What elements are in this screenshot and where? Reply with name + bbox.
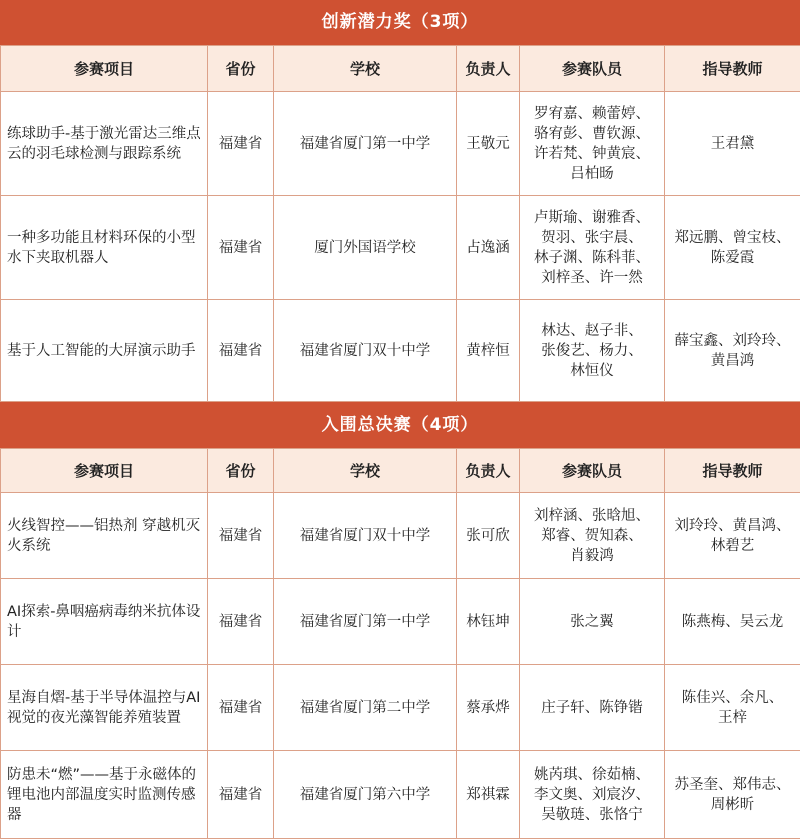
school-cell: 福建省厦门第一中学 [274, 579, 457, 665]
teachers-cell: 王君黛 [665, 92, 800, 196]
table-row [1, 751, 800, 839]
leader-cell: 张可欣 [457, 493, 520, 579]
teachers-cell: 郑远鹏、曾宝枝、 陈爱霞 [665, 196, 800, 300]
leader-cell: 占逸涵 [457, 196, 520, 300]
project-cell: 防患未“燃”——基于永磁体的锂电池内部温度实时监测传感器 [1, 751, 208, 839]
school-cell: 福建省厦门双十中学 [274, 493, 457, 579]
members-cell: 张之翼 [520, 579, 665, 665]
members-cell: 卢斯瑜、谢雅香、 贺羽、张宇晨、 林子渊、陈科菲、 刘梓圣、许一然 [520, 196, 665, 300]
school-cell: 福建省厦门第一中学 [274, 92, 457, 196]
header-school: 学校 [274, 46, 457, 92]
header-members: 参赛队员 [520, 449, 665, 493]
teachers-cell: 刘玲玲、黄昌鸿、 林碧艺 [665, 493, 800, 579]
project-cell: 练球助手-基于激光雷达三维点云的羽毛球检测与跟踪系统 [1, 92, 208, 196]
members-cell: 罗宥嘉、赖蕾婷、 骆宥彭、曹钦源、 许若梵、钟黄宸、 吕柏旸 [520, 92, 665, 196]
header-leader: 负责人 [457, 46, 520, 92]
header-province: 省份 [208, 46, 274, 92]
finalists-table [0, 448, 800, 839]
section-title-innovation: 创新潜力奖（3项） [0, 0, 800, 45]
header-school: 学校 [274, 449, 457, 493]
project-cell: 火线智控——铝热剂 穿越机灭火系统 [1, 493, 208, 579]
table-row [1, 92, 800, 196]
province-cell: 福建省 [208, 751, 274, 839]
header-project: 参赛项目 [1, 46, 208, 92]
table-row [1, 665, 800, 751]
members-cell: 林达、赵子非、 张俊艺、杨力、 林恒仪 [520, 300, 665, 402]
teachers-cell: 陈佳兴、余凡、 王梓 [665, 665, 800, 751]
header-project: 参赛项目 [1, 449, 208, 493]
header-province: 省份 [208, 449, 274, 493]
province-cell: 福建省 [208, 579, 274, 665]
project-cell: 星海自熠-基于半导体温控与AI视觉的夜光藻智能养殖装置 [1, 665, 208, 751]
table-row [1, 300, 800, 402]
innovation-table [0, 45, 800, 402]
project-cell: 一种多功能且材料环保的小型水下夹取机器人 [1, 196, 208, 300]
header-teachers: 指导教师 [665, 449, 800, 493]
leader-cell: 林钰坤 [457, 579, 520, 665]
school-cell: 福建省厦门第六中学 [274, 751, 457, 839]
table-header-row [1, 449, 800, 493]
teachers-cell: 陈燕梅、吴云龙 [665, 579, 800, 665]
section-title-finalists: 入围总决赛（4项） [0, 402, 800, 448]
members-cell: 庄子轩、陈铮锴 [520, 665, 665, 751]
province-cell: 福建省 [208, 665, 274, 751]
header-leader: 负责人 [457, 449, 520, 493]
province-cell: 福建省 [208, 92, 274, 196]
table-row [1, 196, 800, 300]
header-members: 参赛队员 [520, 46, 665, 92]
table-row [1, 493, 800, 579]
province-cell: 福建省 [208, 493, 274, 579]
school-cell: 福建省厦门双十中学 [274, 300, 457, 402]
table-header-row [1, 46, 800, 92]
teachers-cell: 薛宝鑫、刘玲玲、 黄昌鸿 [665, 300, 800, 402]
school-cell: 厦门外国语学校 [274, 196, 457, 300]
leader-cell: 王敬元 [457, 92, 520, 196]
leader-cell: 黄梓恒 [457, 300, 520, 402]
province-cell: 福建省 [208, 300, 274, 402]
members-cell: 刘梓涵、张晗旭、 郑睿、贺知森、 肖毅鸿 [520, 493, 665, 579]
leader-cell: 郑祺霖 [457, 751, 520, 839]
header-teachers: 指导教师 [665, 46, 800, 92]
project-cell: 基于人工智能的大屏演示助手 [1, 300, 208, 402]
teachers-cell: 苏圣奎、郑伟志、 周彬昕 [665, 751, 800, 839]
province-cell: 福建省 [208, 196, 274, 300]
table-row [1, 579, 800, 665]
project-cell: AI探索-鼻咽癌病毒纳米抗体设计 [1, 579, 208, 665]
school-cell: 福建省厦门第二中学 [274, 665, 457, 751]
leader-cell: 蔡承烨 [457, 665, 520, 751]
members-cell: 姚芮琪、徐茹楠、 李文奥、刘宸汐、 吴敬琏、张恪宁 [520, 751, 665, 839]
